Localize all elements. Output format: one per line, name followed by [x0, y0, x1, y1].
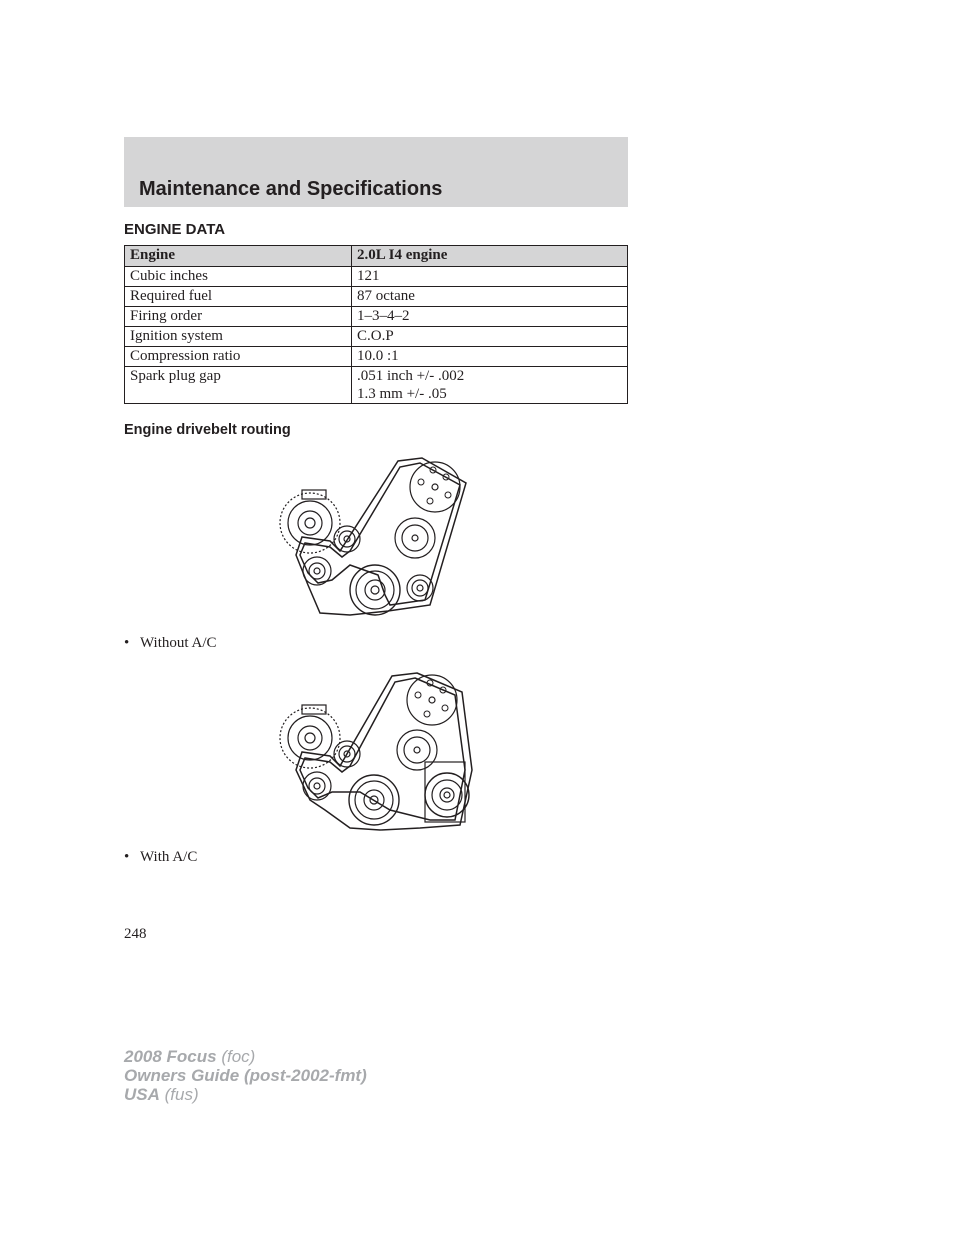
footer-model-code: (foc): [221, 1047, 256, 1066]
table-row: [125, 347, 628, 367]
table-cell: Required fuel: [125, 287, 352, 307]
table-cell: Spark plug gap: [125, 367, 352, 404]
drivebelt-diagram-without-ac: [270, 455, 480, 620]
table-cell: Ignition system: [125, 327, 352, 347]
table-row: [125, 307, 628, 327]
section-heading: ENGINE DATA: [124, 221, 226, 238]
engine-data-table: [124, 245, 628, 404]
power-steering-pulley: [407, 675, 457, 725]
table-cell: C.O.P: [352, 327, 628, 347]
table-cell: Firing order: [125, 307, 352, 327]
table-header-row: [125, 246, 628, 267]
spark-gap-mm: 1.3 mm +/- .05: [357, 386, 447, 402]
footer-market-code: (fus): [164, 1085, 199, 1104]
footer-guide: Owners Guide (post-2002-fmt): [124, 1066, 367, 1085]
water-pump-pulley: [397, 730, 437, 770]
table-header-cell: 2.0L I4 engine: [352, 246, 628, 267]
table-cell: Cubic inches: [125, 267, 352, 287]
table-header-cell: Engine: [125, 246, 352, 267]
drivebelt-path: [300, 678, 465, 820]
with-ac-label: With A/C: [140, 849, 198, 865]
drivebelt-diagram-with-ac: [270, 670, 480, 835]
table-row: [125, 287, 628, 307]
bullet-dot: •: [124, 635, 130, 651]
without-ac-label: Without A/C: [140, 635, 217, 651]
crankshaft-pulley: [350, 565, 400, 615]
bullet-dot: •: [124, 849, 130, 865]
footer-model: 2008 Focus: [124, 1047, 217, 1066]
spark-gap-inch: .051 inch +/- .002: [357, 368, 465, 384]
table-row: [125, 267, 628, 287]
footer: [124, 1047, 367, 1104]
table-cell: 121: [352, 267, 628, 287]
page-number: 248: [124, 926, 147, 942]
table-cell: 87 octane: [352, 287, 628, 307]
page-title: Maintenance and Specifications: [139, 178, 443, 200]
table-cell: 1–3–4–2: [352, 307, 628, 327]
footer-line-2: [124, 1066, 367, 1085]
table-cell: 10.0 :1: [352, 347, 628, 367]
footer-market: USA: [124, 1085, 160, 1104]
table-row: [125, 327, 628, 347]
footer-line-3: [124, 1085, 367, 1104]
table-cell: Compression ratio: [125, 347, 352, 367]
drivebelt-heading: Engine drivebelt routing: [124, 422, 291, 438]
without-ac-item: [124, 635, 217, 652]
table-cell: [352, 367, 628, 404]
power-steering-pulley: [410, 462, 460, 512]
footer-line-1: [124, 1047, 367, 1066]
table-row: [125, 367, 628, 404]
with-ac-item: [124, 849, 197, 866]
water-pump-pulley: [395, 518, 435, 558]
